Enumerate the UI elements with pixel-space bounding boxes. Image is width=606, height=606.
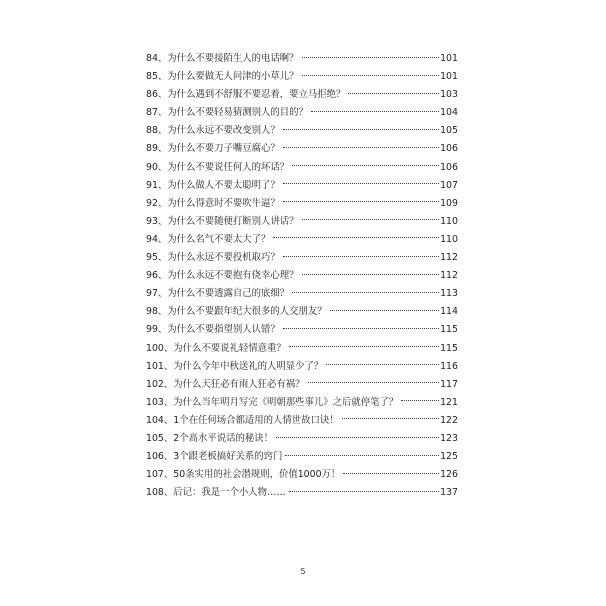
toc-entry-page: 126 xyxy=(440,469,458,481)
toc-dot-leader xyxy=(283,129,439,130)
toc-entry-page: 113 xyxy=(440,288,458,300)
toc-entry-page: 117 xyxy=(440,378,458,390)
toc-dot-leader xyxy=(283,256,439,257)
toc-dot-leader xyxy=(283,328,439,329)
toc-entry[interactable] xyxy=(146,50,458,68)
toc-entry[interactable] xyxy=(146,267,458,285)
toc-dot-leader xyxy=(342,418,439,419)
toc-dot-leader xyxy=(283,147,439,148)
toc-entry-page: 105 xyxy=(440,125,458,137)
toc-dot-leader xyxy=(276,437,439,438)
toc-entry[interactable] xyxy=(146,430,458,448)
toc-entry[interactable] xyxy=(146,213,458,231)
toc-entry[interactable] xyxy=(146,177,458,195)
toc-dot-leader xyxy=(283,183,439,184)
toc-entry-page: 115 xyxy=(440,324,458,336)
toc-dot-leader xyxy=(348,93,439,94)
toc-entry-page: 107 xyxy=(440,179,458,191)
toc-entry-title: 97、为什么不要透露自己的底细？ xyxy=(146,288,290,300)
toc-dot-leader xyxy=(289,491,439,492)
toc-entry-page: 125 xyxy=(440,451,458,463)
toc-entry-title: 107、50条实用的社会潜规则，价值1000万！ xyxy=(146,469,341,481)
toc-entry-title: 84、为什么不要接陌生人的电话啊？ xyxy=(146,53,299,64)
toc-entry-title: 95、为什么永远不要投机取巧？ xyxy=(146,252,280,264)
toc-entry[interactable] xyxy=(146,249,458,267)
toc-dot-leader xyxy=(302,219,440,220)
toc-entry-title: 86、为什么遇到不舒服不要忍着，要立马拒绝？ xyxy=(146,89,346,101)
toc-entry-title: 106、3个跟老板搞好关系的窍门 xyxy=(146,451,283,463)
toc-entry-title: 102、为什么天狂必有雨人狂必有祸？ xyxy=(146,378,305,390)
toc-entry[interactable] xyxy=(146,376,458,394)
toc-entry-page: 103 xyxy=(440,89,458,101)
toc-entry-page: 109 xyxy=(440,197,458,209)
toc-dot-leader xyxy=(343,473,439,474)
toc-dot-leader xyxy=(285,455,439,456)
toc-entry[interactable] xyxy=(146,159,458,177)
toc-entry[interactable] xyxy=(146,484,458,502)
toc-entry[interactable] xyxy=(146,340,458,358)
toc-entry-title: 100、为什么不要说礼轻情意重？ xyxy=(146,342,286,354)
toc-entry-title: 99、为什么不要指望别人认错？ xyxy=(146,324,280,336)
toc-entry-title: 103、为什么当年明月写完《明朝那些事儿》之后就停笔了？ xyxy=(146,396,399,408)
toc-entry-page: 101 xyxy=(440,53,458,64)
toc-dot-leader xyxy=(326,364,439,365)
toc-entry-page: 116 xyxy=(440,360,458,372)
page-number: 5 xyxy=(300,567,306,576)
toc-entry-title: 89、为什么不要刀子嘴豆腐心？ xyxy=(146,143,280,155)
toc-entry-title: 92、为什么得意时不要吹牛逼？ xyxy=(146,197,280,209)
table-of-contents xyxy=(146,50,458,502)
toc-entry-title: 98、为什么不要跟年纪大很多的人交朋友？ xyxy=(146,306,327,318)
toc-entry-page: 123 xyxy=(440,432,458,444)
toc-entry-page: 121 xyxy=(440,396,458,408)
toc-entry-title: 96、为什么永远不要抱有侥幸心理？ xyxy=(146,270,299,282)
toc-entry-page: 114 xyxy=(440,306,458,318)
toc-dot-leader xyxy=(302,75,440,76)
toc-entry-page: 112 xyxy=(440,270,458,282)
toc-dot-leader xyxy=(292,165,439,166)
toc-entry-page: 101 xyxy=(440,71,458,83)
toc-entry-page: 110 xyxy=(440,233,458,245)
toc-entry[interactable] xyxy=(146,140,458,158)
toc-entry-title: 94、为什么名气不要太大了？ xyxy=(146,233,271,245)
toc-dot-leader xyxy=(330,310,439,311)
toc-entry[interactable] xyxy=(146,104,458,122)
toc-entry[interactable] xyxy=(146,86,458,104)
toc-entry-page: 106 xyxy=(440,143,458,155)
toc-entry[interactable] xyxy=(146,68,458,86)
toc-entry-title: 93、为什么不要随便打断别人讲话？ xyxy=(146,215,299,227)
toc-entry[interactable] xyxy=(146,358,458,376)
toc-dot-leader xyxy=(273,237,439,238)
toc-entry-title: 90、为什么不要说任何人的坏话？ xyxy=(146,161,290,173)
toc-entry-page: 110 xyxy=(440,215,458,227)
toc-entry-title: 85、为什么要做无人问津的小草儿？ xyxy=(146,71,299,83)
toc-entry[interactable] xyxy=(146,412,458,430)
toc-entry-title: 105、2个高水平说话的秘诀！ xyxy=(146,432,273,444)
toc-entry-title: 101、为什么今年中秋送礼的人明显少了？ xyxy=(146,360,324,372)
toc-entry[interactable] xyxy=(146,321,458,339)
toc-dot-leader xyxy=(311,111,439,112)
toc-dot-leader xyxy=(302,274,440,275)
toc-entry[interactable] xyxy=(146,303,458,321)
toc-entry-page: 104 xyxy=(440,107,458,119)
toc-entry[interactable] xyxy=(146,285,458,303)
toc-entry[interactable] xyxy=(146,231,458,249)
toc-entry[interactable] xyxy=(146,195,458,213)
toc-dot-leader xyxy=(401,400,439,401)
toc-entry-page: 112 xyxy=(440,252,458,264)
toc-entry-title: 88、为什么永远不要改变别人？ xyxy=(146,125,280,137)
toc-entry-title: 87、为什么不要轻易猜测别人的目的？ xyxy=(146,107,308,119)
toc-entry-page: 115 xyxy=(440,342,458,354)
toc-entry[interactable] xyxy=(146,122,458,140)
toc-entry-page: 106 xyxy=(440,161,458,173)
toc-dot-leader xyxy=(283,201,439,202)
toc-dot-leader xyxy=(308,382,440,383)
toc-entry-page: 122 xyxy=(440,414,458,426)
toc-dot-leader xyxy=(292,292,439,293)
toc-entry[interactable] xyxy=(146,448,458,466)
toc-dot-leader xyxy=(302,57,440,58)
toc-entry-title: 91、为什么做人不要太聪明了？ xyxy=(146,179,280,191)
toc-dot-leader xyxy=(289,346,439,347)
toc-entry[interactable] xyxy=(146,394,458,412)
toc-entry[interactable] xyxy=(146,466,458,484)
toc-entry-page: 137 xyxy=(440,487,458,499)
toc-entry-title: 108、后记：我是一个小人物…… xyxy=(146,487,286,499)
toc-entry-title: 104、1个在任何场合都适用的人情世故口诀！ xyxy=(146,414,339,426)
